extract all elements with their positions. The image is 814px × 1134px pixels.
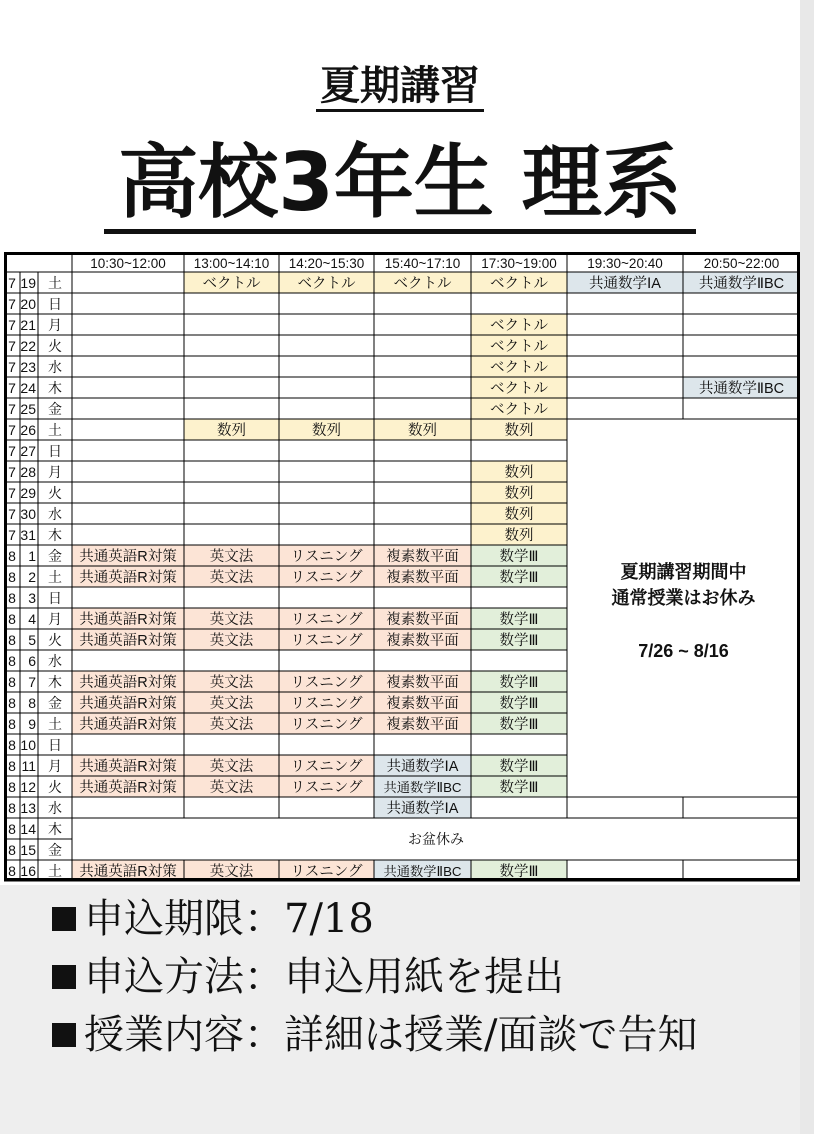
month-label: 7: [8, 338, 16, 354]
schedule-cell: [279, 377, 374, 398]
schedule-cell: [72, 461, 184, 482]
month-label: 7: [8, 485, 16, 501]
class-label: 共通英語R対策: [79, 780, 177, 796]
schedule-table: [4, 252, 800, 886]
schedule-cell: [279, 335, 374, 356]
class-label: リスニング: [290, 570, 363, 586]
class-label: 共通数学ⅠA: [589, 276, 661, 292]
schedule-cell: [279, 650, 374, 671]
class-label: 数学Ⅲ: [499, 864, 539, 880]
month-label: 8: [8, 548, 16, 564]
class-label: 共通数学ⅡBC: [383, 864, 462, 879]
schedule-cell: [184, 587, 279, 608]
day-label: 15: [20, 842, 36, 858]
schedule-cell: [184, 398, 279, 419]
class-label: リスニング: [290, 780, 363, 796]
month-label: 8: [8, 737, 16, 753]
class-label: ベクトル: [490, 276, 548, 292]
class-label: 共通英語R対策: [79, 612, 177, 628]
class-label: ベクトル: [202, 276, 261, 292]
schedule-cell: [471, 650, 567, 671]
schedule-cell: [471, 797, 567, 818]
schedule-cell: [279, 398, 374, 419]
class-label: 共通英語R対策: [79, 570, 177, 586]
page-title-text: 高校3年生 理系: [104, 136, 696, 234]
page-subtitle: [0, 60, 800, 112]
day-label: 8: [28, 695, 36, 711]
time-slot-label: 13:00~14:10: [193, 256, 270, 271]
schedule-cell: [72, 650, 184, 671]
schedule-cell: [72, 440, 184, 461]
class-label: 数学Ⅲ: [499, 696, 539, 712]
weekday-label: 土: [48, 569, 62, 585]
day-label: 5: [28, 632, 36, 648]
day-label: 7: [28, 674, 36, 690]
day-label: 25: [20, 401, 36, 417]
class-label: 数列: [504, 423, 534, 439]
month-label: 7: [8, 275, 16, 291]
weekday-label: 土: [48, 716, 62, 732]
month-label: 7: [8, 317, 16, 333]
schedule-cell: [683, 860, 800, 881]
class-label: 数学Ⅲ: [499, 633, 539, 649]
schedule-cell: [567, 860, 683, 881]
class-label: リスニング: [290, 696, 363, 712]
schedule-cell: [567, 293, 683, 314]
weekday-label: 日: [48, 590, 62, 606]
class-label: 共通数学ⅡBC: [698, 381, 785, 397]
notice-list: [8, 890, 798, 1064]
class-label: 数学Ⅲ: [499, 759, 539, 775]
day-label: 14: [20, 821, 36, 837]
schedule-cell: [279, 797, 374, 818]
class-label: リスニング: [290, 633, 363, 649]
schedule-cell: [279, 461, 374, 482]
class-label: 複素数平面: [386, 612, 459, 628]
month-label: 8: [8, 800, 16, 816]
class-label: 英文法: [209, 780, 254, 796]
day-label: 26: [20, 422, 36, 438]
schedule-cell: [471, 734, 567, 755]
time-slot-label: 10:30~12:00: [90, 256, 166, 271]
schedule-cell: [471, 293, 567, 314]
day-label: 24: [20, 380, 36, 396]
break-notice-line1: 夏期講習期間中: [620, 562, 747, 582]
schedule-cell: [567, 398, 683, 419]
obon-holiday-label: お盆休み: [408, 831, 464, 847]
schedule-cell: [374, 293, 471, 314]
schedule-cell: [279, 482, 374, 503]
class-label: 英文法: [209, 549, 254, 565]
schedule-cell: [374, 524, 471, 545]
schedule-cell: [279, 293, 374, 314]
schedule-cell: [471, 587, 567, 608]
time-slot-label: 14:20~15:30: [288, 256, 365, 271]
time-slot-label: 17:30~19:00: [481, 256, 557, 271]
schedule-cell: [184, 293, 279, 314]
schedule-cell: [567, 377, 683, 398]
day-label: 27: [20, 443, 36, 459]
schedule-cell: [72, 482, 184, 503]
month-label: 7: [8, 359, 16, 375]
class-label: 複素数平面: [386, 675, 459, 691]
month-label: 7: [8, 506, 16, 522]
schedule-cell: [184, 314, 279, 335]
schedule-cell: [567, 797, 683, 818]
class-label: 数学Ⅲ: [499, 570, 539, 586]
class-label: 共通英語R対策: [79, 864, 177, 880]
class-label: ベクトル: [490, 381, 548, 397]
page-edge: [800, 0, 814, 1134]
schedule-cell: [184, 440, 279, 461]
class-label: 英文法: [209, 570, 254, 586]
schedule-cell: [683, 314, 800, 335]
notice-item-content: [8, 1006, 798, 1064]
weekday-label: 木: [48, 821, 62, 837]
schedule-cell: [374, 377, 471, 398]
schedule-cell: [279, 524, 374, 545]
class-label: リスニング: [290, 864, 363, 880]
day-label: 31: [20, 527, 36, 543]
schedule-cell: [72, 398, 184, 419]
day-label: 19: [20, 275, 36, 291]
schedule-cell: [184, 734, 279, 755]
class-label: 複素数平面: [386, 549, 459, 565]
class-label: 数学Ⅲ: [499, 780, 539, 796]
square-bullet-icon: [52, 1023, 76, 1047]
class-label: リスニング: [290, 675, 363, 691]
square-bullet-icon: [52, 965, 76, 989]
class-label: 共通英語R対策: [79, 696, 177, 712]
schedule-cell: [683, 335, 800, 356]
class-label: 共通英語R対策: [79, 549, 177, 565]
weekday-label: 月: [48, 464, 62, 480]
day-label: 13: [20, 800, 36, 816]
schedule-cell: [683, 356, 800, 377]
schedule-cell: [184, 503, 279, 524]
day-label: 16: [20, 863, 36, 879]
schedule-cell: [567, 314, 683, 335]
month-label: 8: [8, 611, 16, 627]
schedule-cell: [279, 314, 374, 335]
day-label: 3: [28, 590, 36, 606]
class-label: 共通英語R対策: [79, 633, 177, 649]
weekday-label: 土: [48, 275, 62, 291]
page-subtitle-text: 夏期講習: [316, 63, 484, 112]
day-label: 2: [28, 569, 36, 585]
weekday-label: 月: [48, 611, 62, 627]
page-title: [0, 135, 800, 231]
schedule-cell: [683, 293, 800, 314]
day-label: 4: [28, 611, 36, 627]
month-label: 7: [8, 443, 16, 459]
class-label: 英文法: [209, 633, 254, 649]
time-slot-label: 20:50~22:00: [703, 256, 780, 271]
schedule-cell: [184, 650, 279, 671]
schedule-cell: [279, 587, 374, 608]
notice-text: 申込期限：7/18: [84, 896, 374, 942]
class-label: 複素数平面: [386, 717, 459, 733]
month-label: 8: [8, 842, 16, 858]
month-label: 8: [8, 863, 16, 879]
schedule-cell: [72, 419, 184, 440]
day-label: 11: [21, 758, 36, 774]
weekday-label: 日: [48, 443, 62, 459]
class-label: 複素数平面: [386, 570, 459, 586]
class-label: ベクトル: [490, 402, 548, 418]
schedule-cell: [374, 587, 471, 608]
class-label: 英文法: [209, 675, 254, 691]
schedule-cell: [279, 503, 374, 524]
class-label: 英文法: [209, 759, 254, 775]
weekday-label: 木: [48, 674, 62, 690]
weekday-label: 火: [48, 485, 62, 501]
weekday-label: 月: [48, 317, 62, 333]
class-label: リスニング: [290, 717, 363, 733]
schedule-cell: [184, 524, 279, 545]
schedule-cell: [72, 524, 184, 545]
schedule-cell: [72, 314, 184, 335]
schedule-cell: [374, 356, 471, 377]
day-label: 20: [20, 296, 36, 312]
class-label: 共通英語R対策: [79, 759, 177, 775]
class-label: ベクトル: [490, 360, 548, 376]
schedule-cell: [72, 356, 184, 377]
weekday-label: 木: [48, 380, 62, 396]
schedule-cell: [374, 482, 471, 503]
class-label: リスニング: [290, 549, 363, 565]
day-label: 28: [20, 464, 36, 480]
schedule-cell: [72, 797, 184, 818]
month-label: 8: [8, 674, 16, 690]
day-label: 30: [20, 506, 36, 522]
weekday-label: 金: [48, 842, 62, 858]
month-label: 8: [8, 695, 16, 711]
month-label: 8: [8, 821, 16, 837]
time-slot-label: 15:40~17:10: [384, 256, 461, 271]
schedule-cell: [683, 797, 800, 818]
schedule-cell: [471, 440, 567, 461]
schedule-cell: [72, 335, 184, 356]
month-label: 7: [8, 380, 16, 396]
month-label: 7: [8, 422, 16, 438]
class-label: ベクトル: [297, 276, 356, 292]
schedule-cell: [184, 356, 279, 377]
schedule-cell: [72, 734, 184, 755]
month-label: 8: [8, 632, 16, 648]
class-label: 数列: [504, 465, 534, 481]
class-label: 数学Ⅲ: [499, 612, 539, 628]
schedule-cell: [184, 797, 279, 818]
class-label: 数列: [217, 423, 246, 439]
schedule-cell: [567, 356, 683, 377]
weekday-label: 土: [48, 422, 62, 438]
schedule-cell: [374, 734, 471, 755]
weekday-label: 土: [48, 863, 62, 879]
weekday-label: 水: [48, 359, 62, 375]
class-label: リスニング: [290, 612, 363, 628]
class-label: 数列: [504, 507, 534, 523]
schedule-cell: [374, 335, 471, 356]
class-label: ベクトル: [490, 339, 548, 355]
notice-text: 申込方法：申込用紙を提出: [84, 954, 564, 1000]
day-label: 6: [28, 653, 36, 669]
month-label: 8: [8, 758, 16, 774]
schedule-cell: [72, 293, 184, 314]
class-label: 英文法: [209, 717, 254, 733]
weekday-label: 火: [48, 779, 62, 795]
notice-item-deadline: [8, 890, 798, 948]
weekday-label: 水: [48, 800, 62, 816]
weekday-label: 水: [48, 506, 62, 522]
schedule-cell: [72, 272, 184, 293]
schedule-cell: [72, 587, 184, 608]
month-label: 8: [8, 716, 16, 732]
day-label: 12: [20, 779, 36, 795]
day-label: 23: [20, 359, 36, 375]
month-label: 8: [8, 569, 16, 585]
schedule-cell: [72, 503, 184, 524]
month-label: 7: [8, 401, 16, 417]
class-label: 英文法: [209, 696, 254, 712]
notice-item-method: [8, 948, 798, 1006]
month-label: 8: [8, 779, 16, 795]
day-label: 21: [20, 317, 36, 333]
weekday-label: 日: [48, 737, 62, 753]
class-label: 数学Ⅲ: [499, 717, 539, 733]
schedule-cell: [72, 377, 184, 398]
weekday-label: 金: [48, 401, 62, 417]
class-label: 数学Ⅲ: [499, 675, 539, 691]
schedule-cell: [567, 335, 683, 356]
schedule-cell: [184, 377, 279, 398]
weekday-label: 木: [48, 527, 62, 543]
schedule-cell: [374, 503, 471, 524]
schedule-cell: [184, 482, 279, 503]
break-notice-line2: 通常授業はお休み: [611, 588, 756, 608]
weekday-label: 日: [48, 296, 62, 312]
month-label: 8: [8, 590, 16, 606]
class-label: 数列: [504, 528, 534, 544]
weekday-label: 金: [48, 548, 62, 564]
class-label: 数列: [504, 486, 534, 502]
class-label: 数列: [312, 423, 341, 439]
class-label: 共通数学ⅠA: [386, 759, 459, 775]
schedule-cell: [184, 461, 279, 482]
class-label: 共通数学ⅡBC: [383, 780, 462, 795]
class-label: 共通英語R対策: [79, 675, 177, 691]
schedule-cell: [683, 398, 800, 419]
class-label: ベクトル: [490, 318, 548, 334]
schedule-cell: [279, 734, 374, 755]
class-label: 数学Ⅲ: [499, 549, 539, 565]
schedule-cell: [374, 314, 471, 335]
weekday-label: 火: [48, 338, 62, 354]
class-label: 複素数平面: [386, 696, 459, 712]
schedule-cell: [374, 398, 471, 419]
day-label: 22: [20, 338, 36, 354]
day-label: 10: [20, 737, 36, 753]
day-label: 9: [28, 716, 36, 732]
class-label: 共通数学ⅡBC: [698, 276, 785, 292]
time-slot-label: 19:30~20:40: [587, 256, 663, 271]
square-bullet-icon: [52, 907, 76, 931]
schedule-cell: [374, 650, 471, 671]
schedule-cell: [374, 440, 471, 461]
month-label: 7: [8, 527, 16, 543]
schedule-cell: [184, 335, 279, 356]
weekday-label: 火: [48, 632, 62, 648]
schedule-cell: [279, 440, 374, 461]
class-label: 数列: [408, 423, 437, 439]
weekday-label: 水: [48, 653, 62, 669]
notice-text: 授業内容：詳細は授業/面談で告知: [84, 1012, 698, 1058]
break-notice-cell: [567, 419, 800, 797]
weekday-label: 金: [48, 695, 62, 711]
day-label: 1: [28, 548, 36, 564]
class-label: 複素数平面: [386, 633, 459, 649]
break-notice-period: 7/26 ~ 8/16: [638, 641, 729, 661]
class-label: 共通数学ⅠA: [386, 801, 459, 817]
class-label: リスニング: [290, 759, 363, 775]
schedule-cell: [279, 356, 374, 377]
day-label: 29: [20, 485, 36, 501]
class-label: 英文法: [209, 864, 254, 880]
month-label: 7: [8, 296, 16, 312]
month-label: 7: [8, 464, 16, 480]
class-label: ベクトル: [393, 276, 452, 292]
schedule-cell: [374, 461, 471, 482]
class-label: 英文法: [209, 612, 254, 628]
weekday-label: 月: [48, 758, 62, 774]
class-label: 共通英語R対策: [79, 717, 177, 733]
month-label: 8: [8, 653, 16, 669]
